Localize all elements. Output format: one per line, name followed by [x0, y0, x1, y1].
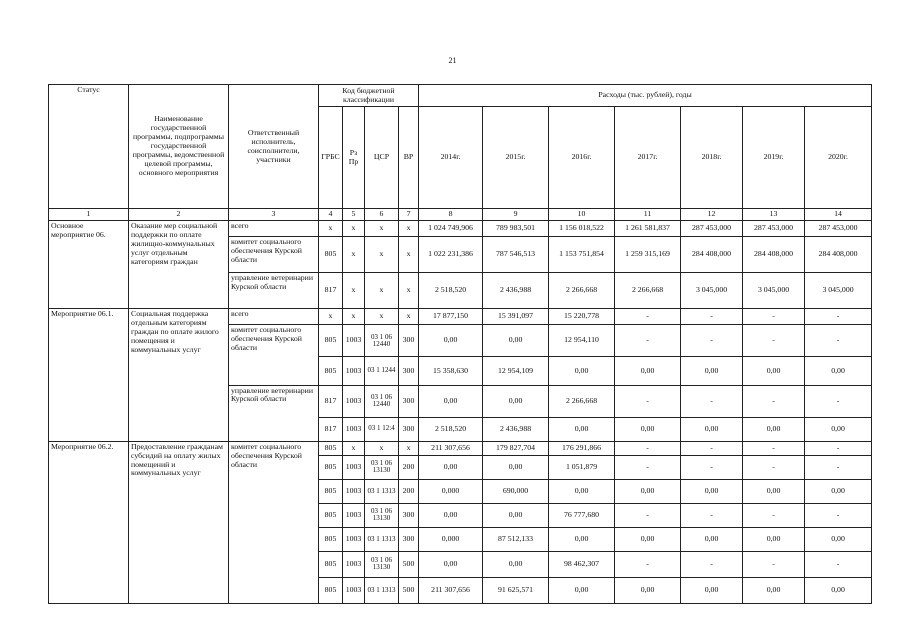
cell-value: 284 408,000: [681, 237, 743, 273]
header-budget-code: Код бюджетной классификации: [319, 85, 419, 107]
cell-grbs: 817: [319, 417, 343, 441]
cell-value: 0,00: [549, 527, 615, 551]
header-year: 2015г.: [483, 107, 549, 209]
cell-value: 787 546,513: [483, 237, 549, 273]
cell-grbs: 805: [319, 237, 343, 273]
row-name: Социальная поддержка отдельным категориям граждан по оплате жилого помещения и коммунальных услуг: [129, 309, 229, 441]
header-responsible: Ответственный исполнитель, соисполнители, участники: [229, 85, 319, 209]
cell-value: 284 408,000: [805, 237, 872, 273]
cell-rzpr: 1003: [343, 551, 365, 577]
cell-value: 0,00: [483, 551, 549, 577]
cell-grbs: 805: [319, 479, 343, 503]
cell-rzpr: х: [343, 441, 365, 455]
header-rzpr: Рз Пр: [343, 107, 365, 209]
cell-value: 0,00: [615, 357, 681, 385]
cell-value: 0,00: [549, 357, 615, 385]
cell-vr: х: [399, 441, 419, 455]
table-row: [49, 441, 872, 455]
cell-value: -: [615, 325, 681, 357]
cell-value: -: [681, 503, 743, 527]
cell-value: 1 022 231,386: [419, 237, 483, 273]
cell-value: 15 391,097: [483, 309, 549, 325]
cell-value: 0,00: [483, 325, 549, 357]
header-grbs: ГРБС: [319, 107, 343, 209]
cell-value: 0,000: [419, 527, 483, 551]
cell-value: 2 436,988: [483, 417, 549, 441]
cell-value: -: [615, 441, 681, 455]
cell-value: 1 153 751,854: [549, 237, 615, 273]
row-responsible: всего: [229, 309, 319, 325]
cell-value: -: [681, 551, 743, 577]
cell-value: 0,00: [681, 527, 743, 551]
cell-csr: 03 1 1244: [365, 357, 399, 385]
row-responsible: комитет социального обеспечения Курской области: [229, 325, 319, 385]
cell-csr: 03 1 1313: [365, 527, 399, 551]
cell-value: 0,00: [681, 577, 743, 603]
header-year: 2019г.: [743, 107, 805, 209]
cell-value: 17 877,150: [419, 309, 483, 325]
column-number: 4: [319, 209, 343, 221]
cell-value: -: [681, 325, 743, 357]
cell-value: -: [805, 385, 872, 417]
cell-value: 0,00: [805, 527, 872, 551]
cell-value: -: [615, 385, 681, 417]
cell-value: 0,00: [805, 577, 872, 603]
cell-value: 12 954,109: [483, 357, 549, 385]
column-number: 2: [129, 209, 229, 221]
cell-value: -: [681, 309, 743, 325]
cell-grbs: х: [319, 309, 343, 325]
cell-value: 2 266,668: [549, 273, 615, 309]
cell-value: 0,00: [419, 455, 483, 479]
cell-rzpr: 1003: [343, 455, 365, 479]
table-row: [49, 309, 872, 325]
cell-grbs: 805: [319, 441, 343, 455]
cell-value: -: [743, 551, 805, 577]
cell-vr: 500: [399, 551, 419, 577]
cell-value: 0,00: [419, 503, 483, 527]
cell-value: -: [743, 503, 805, 527]
row-responsible: комитет социального обеспечения Курской области: [229, 441, 319, 603]
cell-value: 3 045,000: [805, 273, 872, 309]
cell-value: -: [615, 551, 681, 577]
header-csr: ЦСР: [365, 107, 399, 209]
row-name: Оказание мер социальной поддержки по оплате жилищно-коммунальных услуг отдельным категориям граждан: [129, 221, 229, 309]
header-vr: ВР: [399, 107, 419, 209]
cell-csr: 03 1 06 12440: [365, 325, 399, 357]
cell-csr: х: [365, 237, 399, 273]
cell-value: 0,00: [805, 417, 872, 441]
cell-value: 15 358,630: [419, 357, 483, 385]
cell-value: 0,00: [483, 455, 549, 479]
cell-value: 91 625,571: [483, 577, 549, 603]
cell-value: 0,00: [743, 577, 805, 603]
column-number: 11: [615, 209, 681, 221]
cell-value: 211 307,656: [419, 577, 483, 603]
cell-vr: 200: [399, 479, 419, 503]
cell-value: -: [681, 455, 743, 479]
cell-value: 0,00: [805, 357, 872, 385]
cell-value: 87 512,133: [483, 527, 549, 551]
row-responsible: комитет социального обеспечения Курской области: [229, 237, 319, 273]
cell-value: 0,00: [419, 325, 483, 357]
cell-value: 2 518,520: [419, 273, 483, 309]
row-status: Основное мероприятие 06.: [49, 221, 129, 309]
cell-csr: 03 1 1313: [365, 479, 399, 503]
cell-rzpr: 1003: [343, 527, 365, 551]
cell-csr: 03 1 06 13130: [365, 455, 399, 479]
row-responsible: управление ветеринарии Курской области: [229, 385, 319, 441]
cell-value: -: [805, 455, 872, 479]
cell-value: 0,00: [681, 357, 743, 385]
cell-value: -: [805, 503, 872, 527]
cell-vr: 300: [399, 325, 419, 357]
cell-grbs: 805: [319, 503, 343, 527]
cell-grbs: х: [319, 221, 343, 237]
cell-value: 0,00: [743, 527, 805, 551]
cell-rzpr: х: [343, 237, 365, 273]
column-number: 5: [343, 209, 365, 221]
cell-value: 1 156 018,522: [549, 221, 615, 237]
cell-grbs: 805: [319, 577, 343, 603]
cell-value: 690,000: [483, 479, 549, 503]
cell-vr: х: [399, 273, 419, 309]
cell-value: 98 462,307: [549, 551, 615, 577]
cell-csr: 03 1 06 13130: [365, 551, 399, 577]
cell-csr: 03 1 12:4: [365, 417, 399, 441]
cell-value: 211 307,656: [419, 441, 483, 455]
cell-vr: х: [399, 237, 419, 273]
cell-rzpr: 1003: [343, 417, 365, 441]
cell-vr: х: [399, 221, 419, 237]
column-number: 14: [805, 209, 872, 221]
cell-grbs: 805: [319, 455, 343, 479]
cell-value: 0,00: [483, 385, 549, 417]
cell-value: 0,00: [615, 479, 681, 503]
cell-value: -: [615, 503, 681, 527]
row-responsible: всего: [229, 221, 319, 237]
cell-rzpr: 1003: [343, 479, 365, 503]
cell-value: 0,00: [483, 503, 549, 527]
cell-value: -: [615, 309, 681, 325]
cell-rzpr: 1003: [343, 357, 365, 385]
cell-value: -: [805, 309, 872, 325]
cell-value: 179 827,704: [483, 441, 549, 455]
header-expenses: Расходы (тыс. рублей), годы: [419, 85, 872, 107]
cell-vr: 200: [399, 455, 419, 479]
cell-value: -: [805, 325, 872, 357]
cell-grbs: 805: [319, 551, 343, 577]
cell-value: -: [615, 455, 681, 479]
table-row: [49, 221, 872, 237]
cell-rzpr: 1003: [343, 503, 365, 527]
cell-value: 1 261 581,837: [615, 221, 681, 237]
cell-value: 2 436,988: [483, 273, 549, 309]
cell-vr: 300: [399, 417, 419, 441]
cell-value: -: [743, 385, 805, 417]
cell-value: 3 045,000: [681, 273, 743, 309]
cell-value: 0,00: [549, 417, 615, 441]
cell-value: 2 266,668: [549, 385, 615, 417]
cell-value: 0,00: [549, 479, 615, 503]
column-number: 1: [49, 209, 129, 221]
cell-value: -: [681, 441, 743, 455]
cell-vr: 300: [399, 503, 419, 527]
header-year: 2014г.: [419, 107, 483, 209]
cell-value: 0,00: [681, 417, 743, 441]
column-number: 12: [681, 209, 743, 221]
column-number: 3: [229, 209, 319, 221]
column-number: 13: [743, 209, 805, 221]
column-number: 8: [419, 209, 483, 221]
cell-vr: 300: [399, 357, 419, 385]
cell-csr: х: [365, 221, 399, 237]
row-status: Мероприятие 06.2.: [49, 441, 129, 603]
cell-value: 284 408,000: [743, 237, 805, 273]
cell-value: 0,00: [419, 551, 483, 577]
cell-grbs: 805: [319, 357, 343, 385]
cell-grbs: 805: [319, 527, 343, 551]
row-name: Предоставление гражданам субсидий на оплату жилых помещений и коммунальных услуг: [129, 441, 229, 603]
column-number: 9: [483, 209, 549, 221]
cell-csr: 03 1 06 13130: [365, 503, 399, 527]
column-numbers-row: [49, 209, 872, 221]
column-number: 10: [549, 209, 615, 221]
cell-value: 0,00: [419, 385, 483, 417]
cell-value: 287 453,000: [805, 221, 872, 237]
cell-grbs: 817: [319, 273, 343, 309]
cell-grbs: 817: [319, 385, 343, 417]
cell-value: -: [743, 309, 805, 325]
cell-rzpr: 1003: [343, 325, 365, 357]
cell-rzpr: х: [343, 273, 365, 309]
cell-value: 0,00: [615, 577, 681, 603]
cell-value: 0,00: [805, 479, 872, 503]
cell-value: -: [805, 441, 872, 455]
cell-value: 15 220,778: [549, 309, 615, 325]
cell-rzpr: х: [343, 221, 365, 237]
cell-value: -: [743, 325, 805, 357]
cell-grbs: 805: [319, 325, 343, 357]
cell-value: 0,00: [681, 479, 743, 503]
cell-value: 1 259 315,169: [615, 237, 681, 273]
cell-value: 0,00: [743, 479, 805, 503]
cell-value: 2 266,668: [615, 273, 681, 309]
cell-value: 1 051,879: [549, 455, 615, 479]
cell-vr: х: [399, 309, 419, 325]
header-year: 2016г.: [549, 107, 615, 209]
cell-value: 12 954,110: [549, 325, 615, 357]
cell-value: 2 518,520: [419, 417, 483, 441]
header-year: 2017г.: [615, 107, 681, 209]
cell-value: 0,000: [419, 479, 483, 503]
cell-value: -: [805, 551, 872, 577]
cell-csr: 03 1 1313: [365, 577, 399, 603]
cell-vr: 300: [399, 385, 419, 417]
cell-value: 76 777,680: [549, 503, 615, 527]
cell-value: 0,00: [549, 577, 615, 603]
row-status: Мероприятие 06.1.: [49, 309, 129, 441]
cell-csr: х: [365, 273, 399, 309]
header-name: Наименование государственной программы, подпрограммы государственной программы, ведомственной целевой программы, основного мероприятия: [129, 85, 229, 209]
cell-vr: 300: [399, 527, 419, 551]
cell-value: 0,00: [615, 417, 681, 441]
column-number: 7: [399, 209, 419, 221]
header-status: Статус: [49, 85, 129, 209]
cell-value: 0,00: [743, 357, 805, 385]
cell-value: 287 453,000: [681, 221, 743, 237]
cell-value: -: [681, 385, 743, 417]
column-number: 6: [365, 209, 399, 221]
cell-value: 287 453,000: [743, 221, 805, 237]
cell-value: 176 291,866: [549, 441, 615, 455]
cell-csr: х: [365, 309, 399, 325]
row-responsible: управление ветеринарии Курской области: [229, 273, 319, 309]
header-year: 2020г.: [805, 107, 872, 209]
cell-rzpr: 1003: [343, 577, 365, 603]
cell-rzpr: х: [343, 309, 365, 325]
cell-vr: 500: [399, 577, 419, 603]
cell-value: 789 983,501: [483, 221, 549, 237]
cell-value: -: [743, 441, 805, 455]
cell-value: 0,00: [615, 527, 681, 551]
cell-csr: 03 1 06 12440: [365, 385, 399, 417]
cell-value: 1 024 749,906: [419, 221, 483, 237]
cell-value: 0,00: [743, 417, 805, 441]
header-year: 2018г.: [681, 107, 743, 209]
cell-csr: х: [365, 441, 399, 455]
cell-rzpr: 1003: [343, 385, 365, 417]
header-row-1: [49, 85, 872, 107]
expenses-table: [48, 84, 872, 604]
cell-value: 3 045,000: [743, 273, 805, 309]
page-number: 21: [448, 56, 457, 65]
cell-value: -: [743, 455, 805, 479]
